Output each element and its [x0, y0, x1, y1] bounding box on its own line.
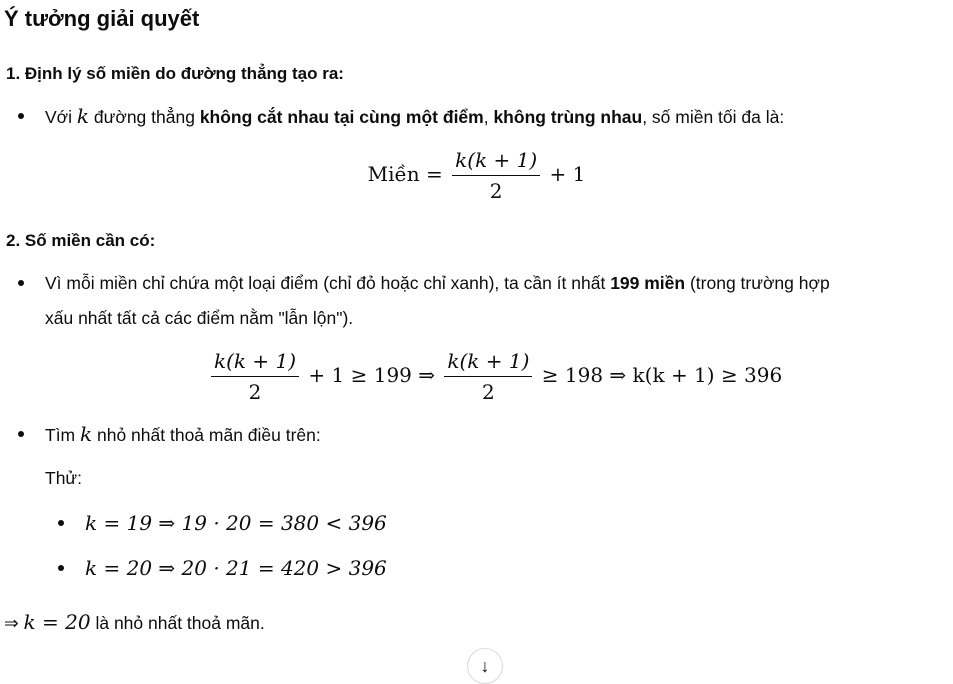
fraction-numerator: k(k + 1): [211, 349, 299, 377]
try-label: Thử:: [45, 468, 82, 488]
math-variable: k: [76, 104, 90, 128]
section-2-bullet-1-line-2: xấu nhất tất cả các điểm nằm "lẫn lộn").: [45, 308, 354, 328]
conclusion-text: là nhỏ nhất thoả mãn.: [90, 613, 265, 633]
bold-text: không trùng nhau: [493, 107, 643, 127]
formula-tail: + 1: [549, 162, 586, 186]
bold-text: 199 miền: [610, 273, 686, 293]
implies-symbol: ⇒: [4, 613, 19, 633]
bullet-text: Tìm: [45, 425, 80, 445]
formula-part: + 1 ≥ 199 ⇒: [308, 363, 436, 387]
fraction: [452, 148, 540, 203]
fraction-numerator: k(k + 1): [452, 148, 540, 176]
section-1-title: 1. Định lý số miền do đường thẳng tạo ra:: [6, 64, 344, 83]
bullet-dot: [18, 280, 24, 286]
bullet-dot: [18, 431, 24, 437]
fraction-denominator: 2: [248, 380, 262, 404]
scroll-down-button[interactable]: [467, 648, 503, 684]
math-variable: k: [80, 422, 93, 446]
bullet-text: đường thẳng: [89, 107, 200, 127]
bold-text: không cắt nhau tại cùng một điểm: [199, 107, 484, 127]
section-2-bullet-2: [45, 422, 321, 447]
formula-part: ≥ 198 ⇒ k(k + 1) ≥ 396: [541, 363, 783, 387]
bullet-dot: [18, 113, 24, 119]
page-title: Ý tưởng giải quyết: [4, 6, 200, 31]
section-2-bullet-1: [45, 271, 830, 295]
fraction-denominator: 2: [482, 380, 495, 404]
region-count-formula: [0, 148, 953, 203]
conclusion: [4, 610, 265, 635]
formula-eq: =: [426, 162, 443, 186]
fraction: [211, 349, 299, 404]
fraction-denominator: 2: [489, 179, 503, 203]
formula-lhs: Miền: [367, 162, 420, 186]
section-2-title: 2. Số miền cần có:: [6, 231, 156, 250]
fraction-numerator: k(k + 1): [444, 349, 532, 377]
bullet-dot: [58, 520, 64, 526]
bullet-text: ,: [483, 107, 494, 127]
bullet-text: , số miền tối đa là:: [642, 107, 785, 127]
section-1-bullet: [45, 104, 784, 129]
bullet-text: Với: [45, 107, 77, 127]
bullet-dot: [58, 565, 64, 571]
bullet-text: Vì mỗi miền chỉ chứa một loại điểm (chỉ đỏ hoặc chỉ xanh), ta cần ít nhất: [45, 273, 611, 293]
conclusion-math: k = 20: [23, 610, 91, 634]
fraction: [444, 349, 532, 404]
try-item: k = 20 ⇒ 20 · 21 = 420 > 396: [85, 556, 387, 580]
bullet-text: (trong trường hợp: [685, 273, 830, 293]
try-item: k = 19 ⇒ 19 · 20 = 380 < 396: [85, 511, 387, 535]
inequality-formula: [208, 349, 782, 404]
bullet-text: nhỏ nhất thoả mãn điều trên:: [92, 425, 321, 445]
arrow-down-icon: ↓: [480, 656, 490, 676]
